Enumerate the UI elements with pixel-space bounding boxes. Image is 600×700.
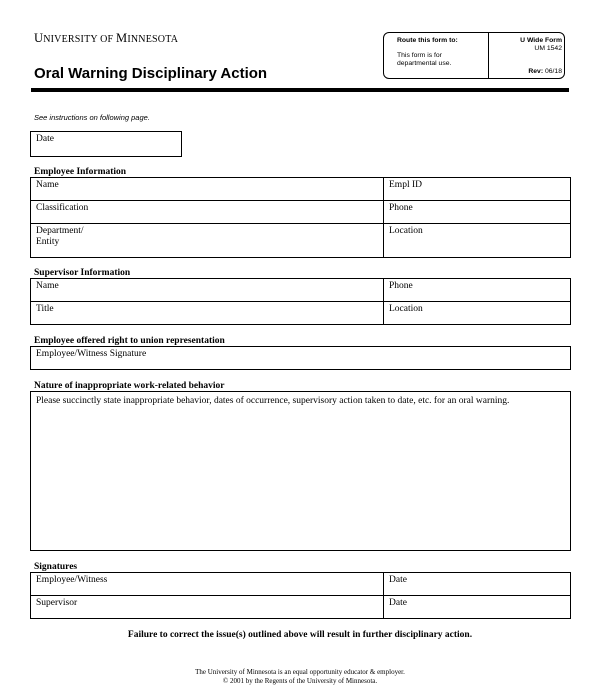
route-text: This form is for departmental use. <box>397 52 452 67</box>
classification-field[interactable] <box>31 201 383 223</box>
entity-label: Entity <box>36 237 60 247</box>
classification-label: Classification <box>36 203 89 213</box>
supervisor-phone-field[interactable] <box>384 279 570 301</box>
copyright-note: © 2001 by the Regents of the University of Minnesota. <box>222 677 378 685</box>
employee-name-label: Name <box>36 180 59 190</box>
witness-signature-label: Employee/Witness Signature <box>36 349 147 359</box>
employee-section-title: Employee Information <box>34 167 127 177</box>
supervisor-info-table <box>30 278 571 325</box>
empl-id-label: Empl ID <box>389 180 422 190</box>
witness-signature-field[interactable] <box>30 346 571 370</box>
route-heading: Route this form to: <box>397 37 458 44</box>
supervisor-location-field[interactable] <box>384 302 570 324</box>
supervisor-location-label: Location <box>389 304 423 314</box>
behavior-section-title: Nature of inappropriate work-related behavior <box>34 381 225 391</box>
employee-phone-label: Phone <box>389 203 413 213</box>
revision <box>496 68 562 75</box>
supervisor-name-label: Name <box>36 281 59 291</box>
supervisor-date-label: Date <box>389 598 407 608</box>
rev-label: Rev: <box>528 68 544 75</box>
employee-location-field[interactable] <box>384 224 570 257</box>
employee-phone-field[interactable] <box>384 201 570 223</box>
behavior-textarea[interactable] <box>30 391 571 551</box>
university-logo: UNIVERSITY OF MINNESOTA <box>34 31 179 45</box>
employee-info-table <box>30 177 571 258</box>
supervisor-section-title: Supervisor Information <box>34 268 131 278</box>
supervisor-signature-label: Supervisor <box>36 598 78 608</box>
employee-witness-date-field[interactable] <box>384 573 570 595</box>
date-field[interactable] <box>30 131 182 157</box>
employee-location-label: Location <box>389 226 423 236</box>
union-section-title: Employee offered right to union representation <box>34 336 225 346</box>
supervisor-phone-label: Phone <box>389 281 413 291</box>
date-label: Date <box>36 134 54 144</box>
signatures-table <box>30 572 571 619</box>
empl-id-field[interactable] <box>384 178 570 200</box>
employee-name-field[interactable] <box>31 178 383 200</box>
equal-opportunity-note: The University of Minnesota is an equal opportunity educator & employer. <box>195 668 405 676</box>
routing-box <box>383 32 565 79</box>
employee-witness-signature-field[interactable] <box>31 573 383 595</box>
rev-value: 06/18 <box>544 68 562 75</box>
department-label: Department/ <box>36 226 84 236</box>
supervisor-name-field[interactable] <box>31 279 383 301</box>
disciplinary-warning: Failure to correct the issue(s) outlined above will result in further disciplinary action. <box>127 630 473 640</box>
supervisor-title-label: Title <box>36 304 54 314</box>
supervisor-date-field[interactable] <box>384 596 570 618</box>
supervisor-signature-field[interactable] <box>31 596 383 618</box>
page-title: Oral Warning Disciplinary Action <box>34 65 268 82</box>
instructions-note: See instructions on following page. <box>34 113 150 122</box>
form-number: UM 1542 <box>534 45 562 52</box>
form-heading: U Wide Form <box>520 37 562 44</box>
employee-witness-date-label: Date <box>389 575 407 585</box>
routing-divider <box>488 33 489 78</box>
department-field[interactable] <box>31 224 383 257</box>
employee-witness-label: Employee/Witness <box>36 575 108 585</box>
behavior-instructions: Please succinctly state inappropriate behavior, dates of occurrence, supervisory action taken to date, etc. for an oral warning. <box>36 396 510 406</box>
signatures-section-title: Signatures <box>34 562 78 572</box>
header-rule <box>31 88 569 92</box>
supervisor-title-field[interactable] <box>31 302 383 324</box>
